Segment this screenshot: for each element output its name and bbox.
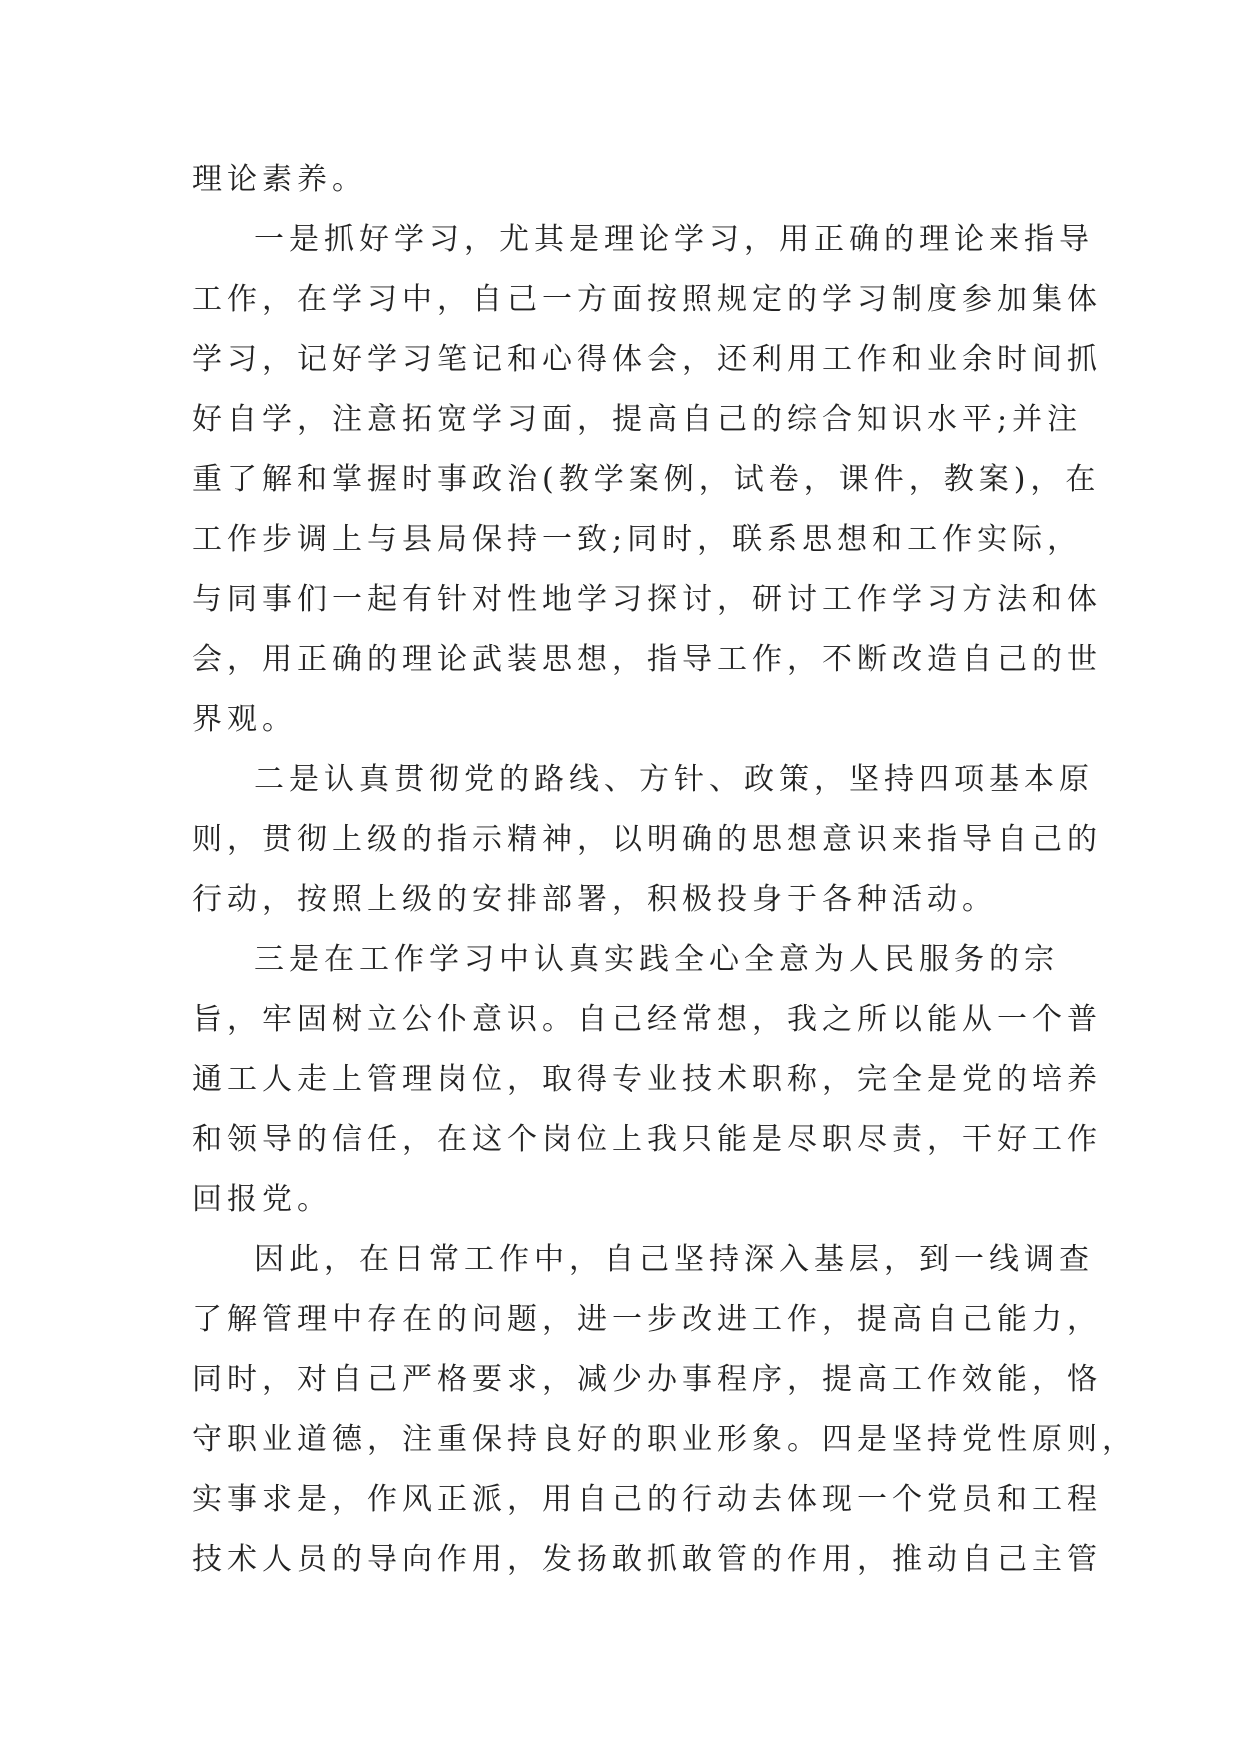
text-line: 二是认真贯彻党的路线、方针、政策，坚持四项基本原 (254, 762, 1094, 797)
text-line: 工作步调上与县局保持一致;同时，联系思想和工作实际， (192, 522, 1083, 557)
text-line: 因此，在日常工作中，自己坚持深入基层，到一线调查 (254, 1242, 1094, 1277)
text-line: 与同事们一起有针对性地学习探讨，研讨工作学习方法和体 (192, 582, 1102, 617)
text-line: 行动，按照上级的安排部署，积极投身于各种活动。 (192, 882, 997, 917)
text-line: 则，贯彻上级的指示精神，以明确的思想意识来指导自己的 (192, 822, 1102, 857)
text-line: 同时，对自己严格要求，减少办事程序，提高工作效能，恪 (192, 1362, 1102, 1397)
text-line: 技术人员的导向作用，发扬敢抓敢管的作用，推动自己主管 (192, 1542, 1102, 1577)
text-line: 回报党。 (192, 1182, 332, 1217)
text-line: 实事求是，作风正派，用自己的行动去体现一个党员和工程 (192, 1482, 1102, 1517)
body-text (192, 150, 1137, 1590)
text-line: 旨，牢固树立公仆意识。自己经常想，我之所以能从一个普 (192, 1002, 1102, 1037)
text-line: 学习，记好学习笔记和心得体会，还利用工作和业余时间抓 (192, 342, 1102, 377)
text-line: 守职业道德，注重保持良好的职业形象。四是坚持党性原则， (192, 1422, 1137, 1457)
text-line: 三是在工作学习中认真实践全心全意为人民服务的宗 (254, 942, 1059, 977)
text-line: 重了解和掌握时事政治(教学案例，试卷，课件，教案)，在 (192, 462, 1101, 497)
text-line: 一是抓好学习，尤其是理论学习，用正确的理论来指导 (254, 222, 1094, 257)
text-line: 和领导的信任，在这个岗位上我只能是尽职尽责，干好工作 (192, 1122, 1102, 1157)
text-line: 好自学，注意拓宽学习面，提高自己的综合知识水平;并注 (192, 402, 1083, 437)
text-line: 会，用正确的理论武装思想，指导工作，不断改造自己的世 (192, 642, 1102, 677)
text-line: 了解管理中存在的问题，进一步改进工作，提高自己能力， (192, 1302, 1102, 1337)
text-line: 工作，在学习中，自己一方面按照规定的学习制度参加集体 (192, 282, 1102, 317)
text-line: 理论素养。 (192, 162, 367, 197)
text-line: 通工人走上管理岗位，取得专业技术职称，完全是党的培养 (192, 1062, 1102, 1097)
text-line: 界观。 (192, 702, 297, 737)
